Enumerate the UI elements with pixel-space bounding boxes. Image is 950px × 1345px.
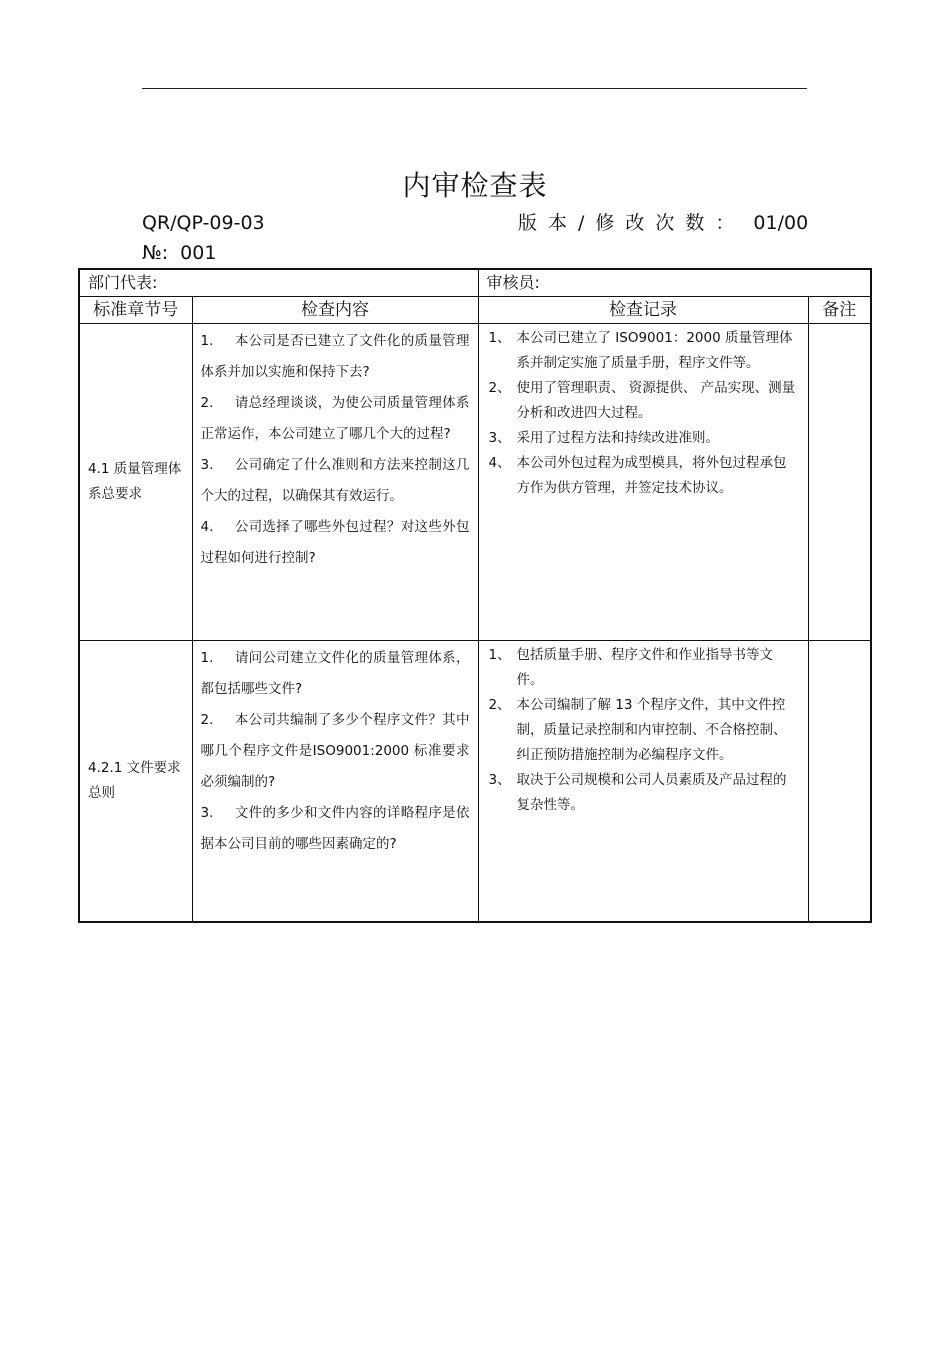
version-value: 01/00 <box>753 212 809 234</box>
record-item <box>489 768 798 818</box>
question-text: 本公司共编制了多少个程序文件？其中哪几个程序文件是ISO9001:2000 标准要求必须编制的? <box>200 712 470 790</box>
record-item <box>489 451 798 501</box>
question-item <box>201 643 470 705</box>
record-item <box>489 693 798 768</box>
section-cell: 4.2.1 文件要求总则 <box>79 641 192 922</box>
document-number <box>142 240 216 266</box>
column-header-note: 备注 <box>808 297 871 324</box>
question-text: 请问公司建立文件化的质量管理体系，都包括哪些文件? <box>200 650 470 697</box>
question-item <box>201 450 470 512</box>
page-title: 内审检查表 <box>402 169 548 202</box>
section-cell: 4.1 质量管理体系总要求 <box>79 324 192 641</box>
question-number: 2. <box>200 712 214 728</box>
version-label: 版本/修改次数： <box>518 212 746 234</box>
record-text: 本公司外包过程为成型模具，将外包过程承包方作为供方管理，并签定技术协议。 <box>516 455 787 496</box>
question-number: 1. <box>200 333 214 349</box>
record-item <box>489 643 798 693</box>
column-header-content: 检查内容 <box>192 297 478 324</box>
header-row <box>79 297 871 324</box>
question-text: 公司选择了哪些外包过程？对这些外包过程如何进行控制? <box>200 519 470 566</box>
record-number: 3、 <box>488 430 511 446</box>
question-number: 1. <box>200 650 214 666</box>
record-text: 使用了管理职责、 资源提供、 产品实现、测量分析和改进四大过程。 <box>516 380 796 421</box>
record-text: 取决于公司规模和公司人员素质及产品过程的复杂性等。 <box>516 772 787 813</box>
question-number: 4. <box>200 519 214 535</box>
record-number: 3、 <box>488 772 511 788</box>
auditor-field: 审核员: <box>478 269 871 297</box>
header-rule <box>142 88 807 89</box>
version-info <box>518 210 808 236</box>
record-text: 采用了过程方法和持续改进准则。 <box>516 430 719 446</box>
number-label: №: <box>142 242 169 264</box>
question-text: 请总经理谈谈，为使公司质量管理体系正常运作，本公司建立了哪几个大的过程? <box>200 395 470 442</box>
question-number: 3. <box>200 805 214 821</box>
note-cell <box>808 641 871 922</box>
column-header-section: 标准章节号 <box>79 297 192 324</box>
record-text: 包括质量手册、程序文件和作业指导书等文件。 <box>516 647 773 688</box>
question-item <box>201 388 470 450</box>
check-content-cell <box>192 641 478 922</box>
record-number: 2、 <box>488 697 511 713</box>
number-value: 001 <box>180 242 217 264</box>
column-header-record: 检查记录 <box>478 297 808 324</box>
question-text: 公司确定了什么准则和方法来控制这几个大的过程，以确保其有效运行。 <box>200 457 470 504</box>
check-record-cell <box>478 641 808 922</box>
audit-checklist-table <box>78 268 872 923</box>
dept-rep-field: 部门代表: <box>79 269 478 297</box>
question-text: 文件的多少和文件内容的详略程序是依据本公司目前的哪些因素确定的? <box>200 805 470 852</box>
table-row <box>79 641 871 922</box>
record-number: 4、 <box>488 455 511 471</box>
record-item <box>489 426 798 451</box>
info-row <box>79 269 871 297</box>
question-number: 3. <box>200 457 214 473</box>
question-item <box>201 705 470 798</box>
record-number: 1、 <box>488 330 511 346</box>
question-text: 本公司是否已建立了文件化的质量管理体系并加以实施和保持下去? <box>200 333 470 380</box>
question-item <box>201 326 470 388</box>
question-item <box>201 798 470 860</box>
record-number: 2、 <box>488 380 511 396</box>
note-cell <box>808 324 871 641</box>
record-item <box>489 376 798 426</box>
question-item <box>201 512 470 574</box>
record-text: 本公司已建立了 ISO9001：2000 质量管理体系并制定实施了质量手册，程序文件等。 <box>516 330 793 371</box>
check-content-cell <box>192 324 478 641</box>
record-text: 本公司编制了解 13 个程序文件，其中文件控制，质量记录控制和内审控制、不合格控制、纠正预防措施控制为必编程序文件。 <box>516 697 787 763</box>
document-code: QR/QP-09-03 <box>142 212 265 234</box>
check-record-cell <box>478 324 808 641</box>
record-item <box>489 326 798 376</box>
question-number: 2. <box>200 395 214 411</box>
record-number: 1、 <box>488 647 511 663</box>
table-row <box>79 324 871 641</box>
